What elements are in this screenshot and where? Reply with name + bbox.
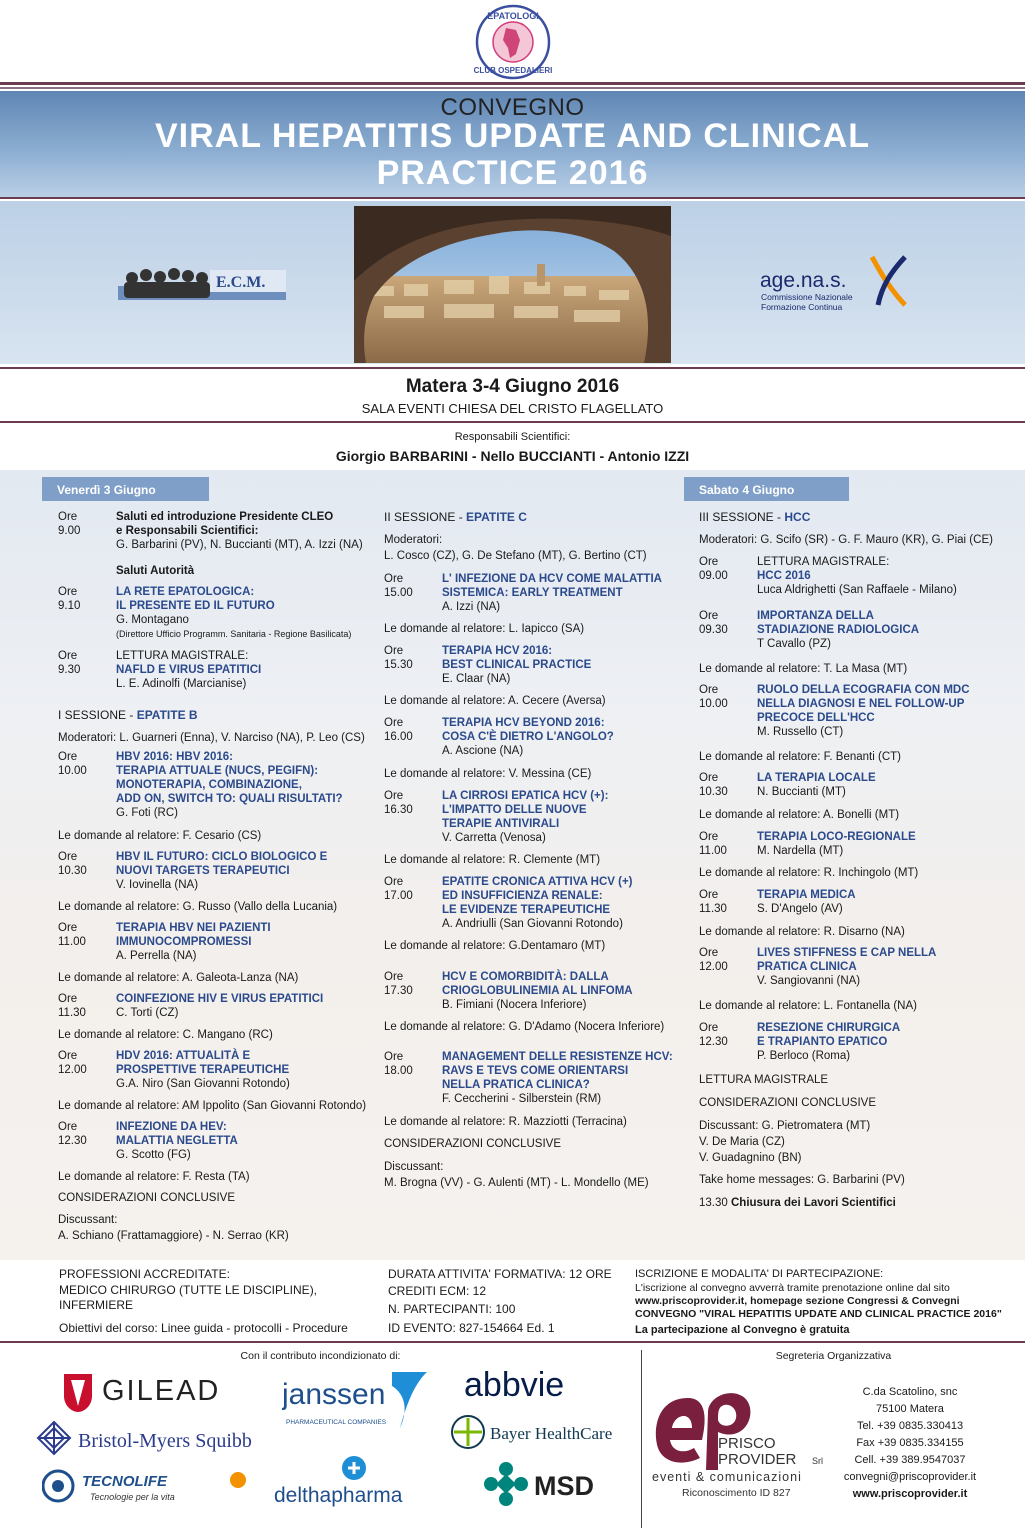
program-line-text: Le domande al relatore: G. Russo (Vallo della Lucania) — [58, 901, 338, 913]
website-link[interactable]: www.priscoprovider.it — [852, 1488, 968, 1500]
entry-line: (Direttore Ufficio Programm. Sanitaria - Regione Basilicata) — [116, 629, 352, 639]
entry-title-line: LE EVIDENZE TERAPEUTICHE — [442, 904, 611, 916]
entry-title-line: COSA C'È DIETRO L'ANGOLO? — [442, 731, 614, 743]
day-header-saturday: Sabato 4 Giugno — [684, 477, 849, 501]
duration: DURATA ATTIVITA' FORMATIVA: 12 ORE — [388, 1267, 612, 1281]
email-link[interactable]: convegni@priscoprovider.it — [843, 1471, 977, 1483]
entry-line: Saluti ed introduzione Presidente CLEO — [116, 511, 334, 523]
entry-line: A. Perrella (NA) — [116, 950, 197, 962]
program-line-text: CONSIDERAZIONI CONCLUSIVE — [58, 1192, 235, 1204]
entry-title-line: MALATTIA NEGLETTA — [116, 1135, 238, 1147]
entry-title-line: TERAPIA ATTUALE (NUCS, PEGIFN): — [116, 765, 319, 777]
entry-time: Ore 18.00 — [384, 1051, 413, 1077]
entry-title-line: RAVS E TEVS COME ORIENTARSI — [442, 1065, 629, 1077]
entry-title-line: COINFEZIONE HIV E VIRUS EPATITICI — [116, 993, 324, 1005]
program-line-text: Le domande al relatore: R. Inchingolo (MT) — [699, 867, 919, 879]
program-line-text: Le domande al relatore: AM Ippolito (San Giovanni Rotondo) — [58, 1100, 367, 1112]
program-line-text: LETTURA MAGISTRALE — [699, 1074, 829, 1086]
program-line-text: Le domande al relatore: A. Cecere (Aversa) — [384, 695, 606, 707]
program-line-text: M. Brogna (VV) - G. Aulenti (MT) - L. Mondello (ME) — [384, 1177, 649, 1189]
entry-title-line: TERAPIA HCV 2016: — [442, 645, 553, 657]
janssen-logo — [282, 1366, 430, 1438]
footer-divider — [641, 1350, 642, 1528]
entry-title-line: RESEZIONE CHIRURGICA — [757, 1022, 901, 1034]
resp-label: Responsabili Scientifici: — [454, 431, 571, 443]
entry-time: Ore 12.30 — [699, 1022, 728, 1048]
entry-title-line: NELLA DIAGNOSI E NEL FOLLOW-UP — [757, 698, 965, 710]
logo-text-bottom: CLUB OSPEDALIERI — [473, 66, 553, 75]
cell: Cell. +39 389.9547037 — [854, 1454, 966, 1466]
gilead-text: GILEAD — [102, 1375, 221, 1407]
entry-time: Ore 11.30 — [699, 889, 727, 915]
program-line-text: V. Guadagnino (BN) — [699, 1152, 802, 1164]
entry-title-line: MONOTERAPIA, COMBINAZIONE, — [116, 779, 302, 791]
entry-line: G. Foti (RC) — [116, 807, 178, 819]
event-date-place: Matera 3-4 Giugno 2016 — [405, 376, 620, 397]
program-line-text: Le domande al relatore: R. Clemente (MT) — [384, 854, 601, 866]
entry-title-line: LA TERAPIA LOCALE — [757, 772, 876, 784]
program-column-1 — [58, 0, 378, 1260]
janssen-sub: PHARMACEUTICAL COMPANIES — [286, 1419, 387, 1426]
registration-label: ISCRIZIONE E MODALITA' DI PARTECIPAZIONE: — [635, 1268, 884, 1280]
entry-line: T Cavallo (PZ) — [757, 638, 831, 650]
entry-title-line: CRIOGLOBULINEMIA AL LINFOMA — [442, 985, 633, 997]
phone: Tel. +39 0835.330413 — [856, 1420, 964, 1432]
abbvie-text: abbvie — [464, 1366, 565, 1404]
entry-title-line: EPATITE CRONICA ATTIVA HCV (+) — [442, 876, 633, 888]
entry-time: Ore 16.30 — [384, 790, 413, 816]
msd-logo — [482, 1460, 607, 1510]
entry-title-line: PRATICA CLINICA — [757, 961, 857, 973]
program-line-text: 13.30 Chiusura dei Lavori Scientifici — [699, 1197, 896, 1209]
entry-title-line: SISTEMICA: EARLY TREATMENT — [442, 587, 623, 599]
entry-line: C. Torti (CZ) — [116, 1007, 179, 1019]
address-2: 75100 Matera — [876, 1403, 944, 1415]
program-line-text: Discussant: — [58, 1214, 118, 1226]
program-line-text: I SESSIONE - EPATITE B — [58, 708, 198, 722]
entry-line: A. Andriulli (San Giovanni Rotondo) — [442, 918, 623, 930]
bayer-logo — [450, 1414, 635, 1450]
program-line-text: Discussant: G. Pietromatera (MT) — [699, 1120, 871, 1132]
prisco-line-1: PRISCO — [718, 1435, 776, 1452]
msd-text: MSD — [534, 1471, 594, 1501]
entry-title-line: HBV 2016: HBV 2016: — [116, 751, 233, 763]
day-header-friday: Venerdì 3 Giugno — [42, 477, 209, 501]
program-line-text: Le domande al relatore: R. Mazziotti (Terracina) — [384, 1116, 627, 1128]
entry-time: Ore 12.00 — [58, 1050, 87, 1076]
title-line-2: PRACTICE 2016 — [376, 154, 649, 192]
entry-line: L. E. Adinolfi (Marcianise) — [116, 678, 247, 690]
registration-line-2[interactable]: www.priscoprovider.it, homepage sezione Congressi & Convegni — [635, 1295, 960, 1307]
prof-label: PROFESSIONI ACCREDITATE: — [59, 1267, 230, 1281]
prisco-line-2: PROVIDER — [718, 1451, 797, 1468]
bayer-text: Bayer HealthCare — [490, 1424, 613, 1443]
entry-line: e Responsabili Scientifici: — [116, 525, 259, 537]
entry-line: Luca Aldrighetti (San Raffaele - Milano) — [757, 584, 957, 596]
entry-title-line: MANAGEMENT DELLE RESISTENZE HCV: — [442, 1051, 673, 1063]
registration-line-3: CONVEGNO "VIRAL HEPATITIS UPDATE AND CLINICAL PRACTICE 2016" — [635, 1308, 1002, 1320]
registration-free: La partecipazione al Convegno è gratuita — [635, 1324, 850, 1336]
event-venue: SALA EVENTI CHIESA DEL CRISTO FLAGELLATO — [361, 401, 664, 416]
entry-line: A. Izzi (NA) — [442, 601, 501, 613]
entry-title-line: HDV 2016: ATTUALITÀ E — [116, 1050, 251, 1062]
deltha-text: delthapharma — [274, 1484, 403, 1507]
entry-line: E. Claar (NA) — [442, 673, 511, 685]
entry-line: S. D'Angelo (AV) — [757, 903, 843, 915]
program-line-text: Discussant: — [384, 1161, 444, 1173]
ecm-text: E.C.M. — [216, 274, 266, 291]
program-line-text: Le domande al relatore: L. Iapicco (SA) — [384, 623, 585, 635]
entry-line: N. Buccianti (MT) — [757, 786, 846, 798]
agenas-sub-2: Formazione Continua — [761, 302, 843, 312]
program-line-text: Le domande al relatore: A. Bonelli (MT) — [699, 809, 900, 821]
resp-names: Giorgio BARBARINI - Nello BUCCIANTI - Antonio IZZI — [335, 448, 690, 464]
program-line-text: Le domande al relatore: G. D'Adamo (Nocera Inferiore) — [384, 1021, 665, 1033]
entry-title-line: NUOVI TARGETS TERAPEUTICI — [116, 865, 290, 877]
entry-title-line: RUOLO DELLA ECOGRAFIA CON MDC — [757, 684, 970, 696]
entry-line: M. Russello (CT) — [757, 726, 844, 738]
program-line-text: Le domande al relatore: F. Cesario (CS) — [58, 830, 262, 842]
gilead-logo — [58, 1366, 233, 1414]
entry-title-line: TERAPIA HCV BEYOND 2016: — [442, 717, 605, 729]
program-line-text: CONSIDERAZIONI CONCLUSIVE — [384, 1138, 561, 1150]
tecnolife-logo — [42, 1466, 252, 1506]
entry-line: G. Barbarini (PV), N. Buccianti (MT), A. Izzi (NA) — [116, 539, 363, 551]
credits: CREDITI ECM: 12 — [388, 1284, 487, 1298]
secretariat-label: Segreteria Organizzativa — [775, 1350, 892, 1362]
entry-title-line: PROSPETTIVE TERAPEUTICHE — [116, 1064, 290, 1076]
address-1: C.da Scatolino, snc — [862, 1386, 958, 1398]
entry-line: G.A. Niro (San Giovanni Rotondo) — [116, 1078, 290, 1090]
prisco-srl: Srl — [812, 1456, 823, 1466]
registration-line-1: L'iscrizione al convegno avverrà tramite prenotazione online dal sito — [635, 1282, 950, 1294]
entry-title-line: TERAPIA MEDICA — [757, 889, 856, 901]
event-id: ID EVENTO: 827-154664 Ed. 1 — [388, 1321, 555, 1335]
janssen-text: janssen — [282, 1378, 386, 1411]
program-line-text: III SESSIONE - HCC — [699, 510, 811, 524]
entry-time: Ore 9.30 — [58, 650, 81, 676]
entry-title-line: LA CIRROSI EPATICA HCV (+): — [442, 790, 609, 802]
entry-time: Ore 9.10 — [58, 586, 81, 612]
bms-text: Bristol-Myers Squibb — [78, 1430, 252, 1452]
program-line-text: L. Cosco (CZ), G. De Stefano (MT), G. Bertino (CT) — [384, 550, 647, 562]
course-objectives: Obiettivi del corso: Linee guida - protocolli - Procedure — [59, 1321, 348, 1335]
entry-time: Ore 09.30 — [699, 610, 728, 636]
contribution-label: Con il contributo incondizionato di: — [240, 1350, 401, 1362]
entry-time: Ore 09.00 — [699, 556, 728, 582]
program-line-text: V. De Maria (CZ) — [699, 1136, 785, 1148]
bms-logo — [36, 1420, 256, 1456]
entry-line: LETTURA MAGISTRALE: — [116, 650, 249, 662]
kicker: CONVEGNO — [440, 94, 585, 121]
agenas-sub-1: Commissione Nazionale — [761, 292, 853, 302]
entry-time: Ore 11.30 — [58, 993, 86, 1019]
agenas-text: age.na.s. — [760, 269, 847, 292]
entry-title-line: ADD ON, SWITCH TO: QUALI RISULTATI? — [116, 793, 343, 805]
program-column-3 — [699, 0, 1019, 1260]
program-line-text: Le domande al relatore: F. Benanti (CT) — [699, 751, 901, 763]
entry-time: Ore 16.00 — [384, 717, 413, 743]
entry-title-line: HBV IL FUTURO: CICLO BIOLOGICO E — [116, 851, 328, 863]
entry-line: F. Ceccherini - Silberstein (RM) — [442, 1093, 602, 1105]
fax: Fax +39 0835.334155 — [856, 1437, 964, 1449]
entry-line: LETTURA MAGISTRALE: — [757, 556, 890, 568]
entry-title-line: BEST CLINICAL PRACTICE — [442, 659, 592, 671]
program-line-text: Le domande al relatore: T. La Masa (MT) — [699, 663, 908, 675]
footer-stripe — [0, 1341, 1025, 1343]
entry-time: Ore 10.30 — [58, 851, 87, 877]
entry-title-line: STADIAZIONE RADIOLOGICA — [757, 624, 920, 636]
entry-line: Saluti Autorità — [116, 565, 195, 577]
entry-time: Ore 12.30 — [58, 1121, 87, 1147]
entry-time: Ore 11.00 — [699, 831, 727, 857]
program-line-text: Le domande al relatore: V. Messina (CE) — [384, 768, 592, 780]
entry-line: V. Sangiovanni (NA) — [757, 975, 861, 987]
entry-time: Ore 17.30 — [384, 971, 413, 997]
entry-title-line: E TRAPIANTO EPATICO — [757, 1036, 888, 1048]
program-line-text: Le domande al relatore: G.Dentamaro (MT) — [384, 940, 606, 952]
prisco-provider-logo — [648, 1378, 830, 1500]
entry-time: Ore 15.00 — [384, 573, 413, 599]
entry-time: Ore 9.00 — [58, 511, 81, 537]
entry-time: Ore 12.00 — [699, 947, 728, 973]
entry-line: B. Fimiani (Nocera Inferiore) — [442, 999, 587, 1011]
entry-time: Ore 10.00 — [699, 684, 728, 710]
entry-line: P. Berloco (Roma) — [757, 1050, 851, 1062]
program-line-text: II SESSIONE - EPATITE C — [384, 510, 527, 524]
program-line-text: Le domande al relatore: L. Fontanella (NA) — [699, 1000, 917, 1012]
entry-title-line: INFEZIONE DA HEV: — [116, 1121, 227, 1133]
entry-title-line: TERAPIE ANTIVIRALI — [442, 818, 560, 830]
entry-title-line: HCV E COMORBIDITÀ: DALLA — [442, 971, 609, 983]
entry-title-line: HCC 2016 — [757, 570, 811, 582]
logo-text-top: EPATOLOGI — [487, 11, 539, 21]
entry-title-line: L' INFEZIONE DA HCV COME MALATTIA — [442, 573, 662, 585]
entry-title-line: LA RETE EPATOLOGICA: — [116, 586, 255, 598]
entry-time: Ore 10.30 — [699, 772, 728, 798]
entry-line: A. Ascione (NA) — [442, 745, 524, 757]
entry-line: G. Montagano — [116, 614, 189, 626]
entry-time: Ore 10.00 — [58, 751, 87, 777]
entry-title-line: L'IMPATTO DELLE NUOVE — [442, 804, 587, 816]
entry-time: Ore 17.00 — [384, 876, 413, 902]
program-line-text: CONSIDERAZIONI CONCLUSIVE — [699, 1097, 876, 1109]
entry-title-line: LIVES STIFFNESS E CAP NELLA — [757, 947, 937, 959]
program-line-text: Moderatori: L. Guarneri (Enna), V. Narciso (NA), P. Leo (CS) — [58, 732, 365, 744]
program-line-text: Moderatori: G. Scifo (SR) - G. F. Mauro (KR), G. Piai (CE) — [699, 534, 993, 546]
prisco-line-4: Riconoscimento ID 827 — [682, 1487, 791, 1499]
entry-time: Ore 11.00 — [58, 922, 86, 948]
entry-title-line: TERAPIA LOCO-REGIONALE — [757, 831, 916, 843]
program-line-text: Le domande al relatore: F. Resta (TA) — [58, 1171, 250, 1183]
entry-title-line: IMPORTANZA DELLA — [757, 610, 874, 622]
deltha-pharma-logo — [272, 1454, 437, 1508]
title-line-1: VIRAL HEPATITIS UPDATE AND CLINICAL — [155, 117, 870, 155]
entry-title-line: NAFLD E VIRUS EPATITICI — [116, 664, 262, 676]
entry-title-line: IMMUNOCOMPROMESSI — [116, 936, 252, 948]
entry-title-line: PRECOCE DELL'HCC — [757, 712, 875, 724]
prof-line-1: MEDICO CHIRURGO (TUTTE LE DISCIPLINE), — [59, 1283, 318, 1297]
entry-line: G. Scotto (FG) — [116, 1149, 191, 1161]
entry-time: Ore 15.30 — [384, 645, 413, 671]
program-line-text: Le domande al relatore: A. Galeota-Lanza (NA) — [58, 972, 299, 984]
program-line-text: Le domande al relatore: R. Disarno (NA) — [699, 926, 905, 938]
entry-title-line: TERAPIA HBV NEI PAZIENTI — [116, 922, 271, 934]
program-line-text: Moderatori: — [384, 534, 443, 546]
entry-title-line: ED INSUFFICIENZA RENALE: — [442, 890, 603, 902]
prisco-line-3: eventi & comunicazioni — [652, 1470, 802, 1484]
entry-line: M. Nardella (MT) — [757, 845, 844, 857]
tecnolife-sub: Tecnologie per la vita — [90, 1492, 175, 1502]
program-column-2 — [384, 0, 694, 1260]
program-line-text: A. Schiano (Frattamaggiore) - N. Serrao (KR) — [58, 1230, 289, 1242]
participants: N. PARTECIPANTI: 100 — [388, 1302, 516, 1316]
entry-title-line: IL PRESENTE ED IL FUTURO — [116, 600, 275, 612]
entry-line: V. Carretta (Venosa) — [442, 832, 546, 844]
entry-title-line: NELLA PRATICA CLINICA? — [442, 1079, 590, 1091]
prof-line-2: INFERMIERE — [59, 1298, 134, 1312]
program-line-text: Take home messages: G. Barbarini (PV) — [699, 1174, 905, 1186]
program-line-text: Le domande al relatore: C. Mangano (RC) — [58, 1029, 273, 1041]
abbvie-logo — [464, 1366, 616, 1406]
tecnolife-text: TECNOLIFE — [82, 1473, 167, 1490]
entry-line: V. Iovinella (NA) — [116, 879, 199, 891]
